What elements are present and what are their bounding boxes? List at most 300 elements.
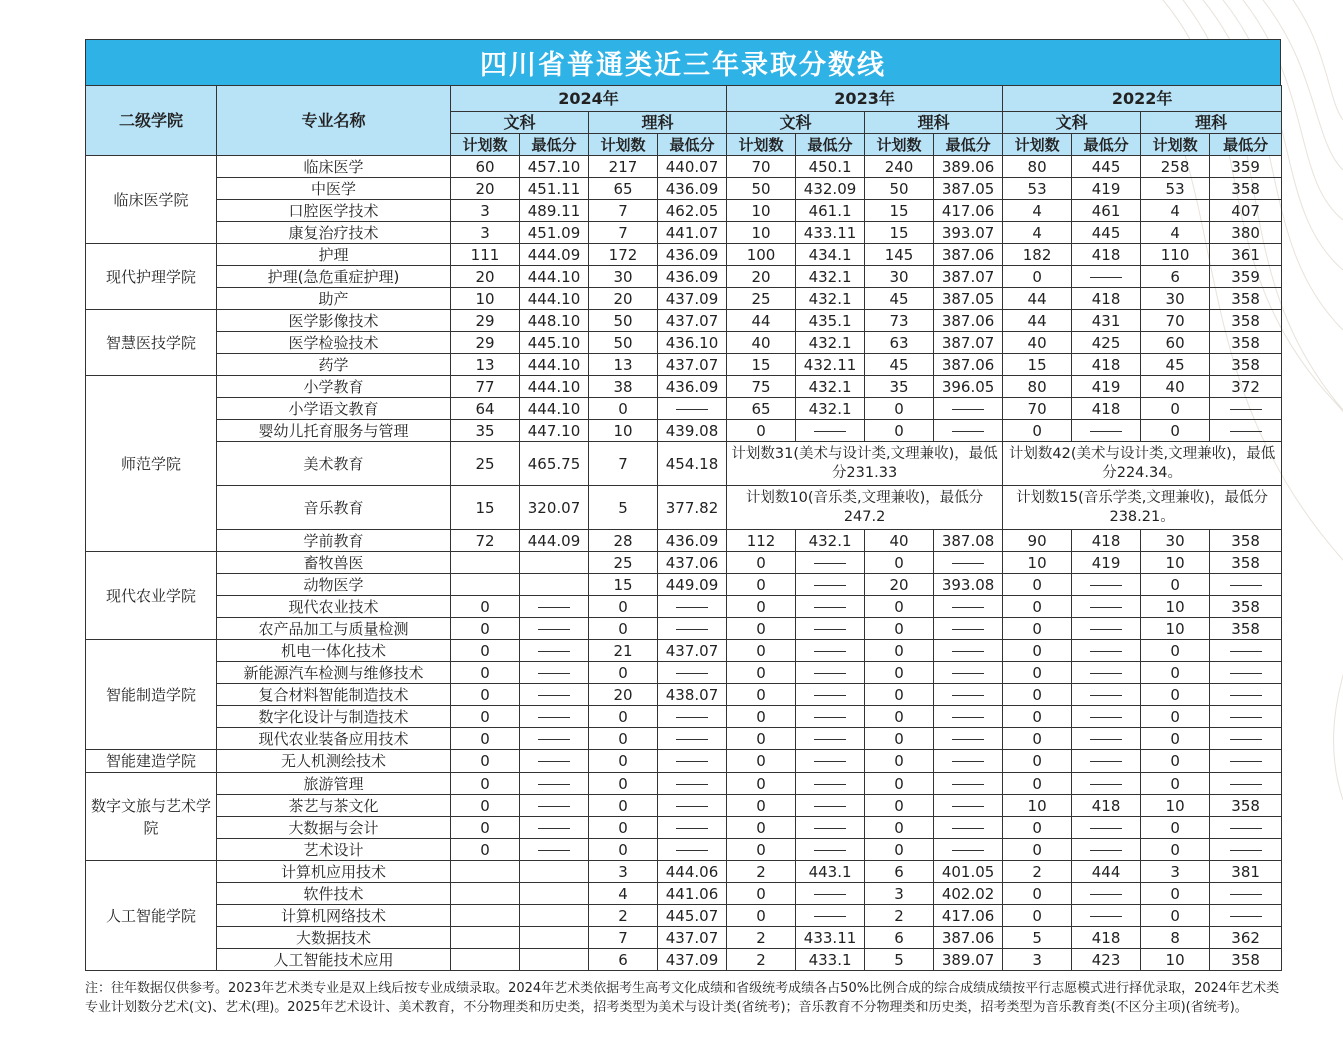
min-score-cell xyxy=(520,883,589,905)
min-score-cell xyxy=(520,905,589,927)
major-cell: 医学检验技术 xyxy=(217,332,451,354)
plan-count-cell: 0 xyxy=(589,839,658,861)
min-score-cell: 417.06 xyxy=(934,200,1003,222)
plan-count-cell: 15 xyxy=(727,354,796,376)
no-data-dash xyxy=(1090,651,1122,652)
min-score-cell xyxy=(520,574,589,596)
min-score-cell xyxy=(934,795,1003,817)
min-score-cell: 359 xyxy=(1210,266,1282,288)
plan-count-cell: 21 xyxy=(589,640,658,662)
plan-count-cell: 25 xyxy=(727,288,796,310)
min-score-cell: 358 xyxy=(1210,310,1282,332)
min-score-cell: 358 xyxy=(1210,596,1282,618)
plan-count-cell: 80 xyxy=(1003,156,1072,178)
plan-count-cell: 2 xyxy=(727,927,796,949)
plan-count-cell: 13 xyxy=(589,354,658,376)
no-data-dash xyxy=(814,431,846,432)
min-score-cell: 444.06 xyxy=(658,861,727,883)
plan-count-cell: 0 xyxy=(865,750,934,773)
no-data-dash xyxy=(1090,894,1122,895)
min-score-cell xyxy=(1072,773,1141,795)
min-score-cell xyxy=(520,706,589,728)
merged-note-2023: 计划数10(音乐类,文理兼收)，最低分247.2 xyxy=(727,486,1003,530)
plan-count-cell: 15 xyxy=(1003,354,1072,376)
no-data-dash xyxy=(952,651,984,652)
no-data-dash xyxy=(538,629,570,630)
min-score-cell: 423 xyxy=(1072,949,1141,971)
min-score-cell: 418 xyxy=(1072,927,1141,949)
min-score-cell: 445 xyxy=(1072,156,1141,178)
plan-count-cell xyxy=(451,552,520,574)
min-score-cell: 432.1 xyxy=(796,332,865,354)
min-score-cell: 437.09 xyxy=(658,288,727,310)
no-data-dash xyxy=(1090,629,1122,630)
plan-count-cell: 100 xyxy=(727,244,796,266)
plan-count-cell: 6 xyxy=(589,949,658,971)
plan-count-cell: 73 xyxy=(865,310,934,332)
min-score-cell: 441.06 xyxy=(658,883,727,905)
min-score-cell xyxy=(934,398,1003,420)
plan-count-cell: 10 xyxy=(1003,795,1072,817)
min-score-cell xyxy=(520,618,589,640)
no-data-dash xyxy=(952,607,984,608)
no-data-dash xyxy=(538,828,570,829)
min-score-cell: 451.09 xyxy=(520,222,589,244)
plan-count-cell: 29 xyxy=(451,310,520,332)
plan-count-cell: 0 xyxy=(865,795,934,817)
plan-count-cell: 77 xyxy=(451,376,520,398)
no-data-dash xyxy=(676,761,708,762)
plan-count-cell: 0 xyxy=(1003,905,1072,927)
min-score-cell xyxy=(520,596,589,618)
min-score-cell xyxy=(1210,839,1282,861)
plan-count-cell: 7 xyxy=(589,927,658,949)
min-score-cell: 393.07 xyxy=(934,222,1003,244)
plan-count-cell: 0 xyxy=(865,398,934,420)
table-row xyxy=(86,222,1282,244)
plan-count-cell xyxy=(451,861,520,883)
admission-table-container xyxy=(85,39,1281,1017)
college-cell: 数字文旅与艺术学院 xyxy=(86,773,217,861)
min-score-cell: 432.1 xyxy=(796,376,865,398)
no-data-dash xyxy=(1230,828,1262,829)
header-major: 专业名称 xyxy=(217,86,451,156)
min-score-cell xyxy=(520,861,589,883)
plan-count-cell: 0 xyxy=(727,883,796,905)
table-row xyxy=(86,861,1282,883)
min-score-cell xyxy=(796,706,865,728)
header-track-science: 理科 xyxy=(589,112,727,134)
min-score-cell: 444.10 xyxy=(520,266,589,288)
min-score-cell xyxy=(658,773,727,795)
min-score-cell: 387.06 xyxy=(934,244,1003,266)
no-data-dash xyxy=(814,585,846,586)
table-row xyxy=(86,530,1282,552)
no-data-dash xyxy=(1090,828,1122,829)
plan-count-cell: 6 xyxy=(865,927,934,949)
min-score-cell xyxy=(658,398,727,420)
min-score-cell: 445.07 xyxy=(658,905,727,927)
min-score-cell: 418 xyxy=(1072,530,1141,552)
table-row xyxy=(86,839,1282,861)
plan-count-cell: 145 xyxy=(865,244,934,266)
table-row xyxy=(86,949,1282,971)
no-data-dash xyxy=(1230,850,1262,851)
min-score-cell xyxy=(934,817,1003,839)
min-score-cell xyxy=(658,839,727,861)
major-cell: 大数据技术 xyxy=(217,927,451,949)
table-row xyxy=(86,795,1282,817)
plan-count-cell: 6 xyxy=(1141,266,1210,288)
no-data-dash xyxy=(1230,695,1262,696)
plan-count-cell: 0 xyxy=(1003,706,1072,728)
plan-count-cell: 7 xyxy=(589,442,658,486)
plan-count-cell: 0 xyxy=(1003,728,1072,750)
header-track-science: 理科 xyxy=(865,112,1003,134)
min-score-cell: 437.06 xyxy=(658,552,727,574)
min-score-cell: 436.09 xyxy=(658,178,727,200)
plan-count-cell: 30 xyxy=(589,266,658,288)
college-cell: 智能建造学院 xyxy=(86,750,217,773)
plan-count-cell: 0 xyxy=(865,618,934,640)
min-score-cell: 437.07 xyxy=(658,310,727,332)
plan-count-cell: 25 xyxy=(451,442,520,486)
plan-count-cell: 0 xyxy=(865,420,934,442)
no-data-dash xyxy=(1090,739,1122,740)
plan-count-cell: 80 xyxy=(1003,376,1072,398)
plan-count-cell: 0 xyxy=(1003,420,1072,442)
no-data-dash xyxy=(676,409,708,410)
min-score-cell: 358 xyxy=(1210,618,1282,640)
table-row xyxy=(86,728,1282,750)
min-score-cell: 418 xyxy=(1072,288,1141,310)
min-score-cell: 389.06 xyxy=(934,156,1003,178)
plan-count-cell: 0 xyxy=(451,662,520,684)
min-score-cell xyxy=(934,640,1003,662)
table-row xyxy=(86,596,1282,618)
plan-count-cell: 0 xyxy=(865,640,934,662)
major-cell: 康复治疗技术 xyxy=(217,222,451,244)
plan-count-cell: 72 xyxy=(451,530,520,552)
plan-count-cell: 112 xyxy=(727,530,796,552)
header-plan-count: 计划数 xyxy=(451,134,520,156)
min-score-cell: 443.1 xyxy=(796,861,865,883)
min-score-cell: 489.11 xyxy=(520,200,589,222)
table-row xyxy=(86,420,1282,442)
major-cell: 机电一体化技术 xyxy=(217,640,451,662)
min-score-cell: 359 xyxy=(1210,156,1282,178)
min-score-cell: 448.10 xyxy=(520,310,589,332)
min-score-cell xyxy=(520,552,589,574)
no-data-dash xyxy=(814,673,846,674)
min-score-cell xyxy=(934,552,1003,574)
plan-count-cell: 0 xyxy=(865,552,934,574)
min-score-cell: 432.1 xyxy=(796,398,865,420)
no-data-dash xyxy=(676,806,708,807)
major-cell: 现代农业技术 xyxy=(217,596,451,618)
min-score-cell: 437.07 xyxy=(658,640,727,662)
college-cell: 现代农业学院 xyxy=(86,552,217,640)
min-score-cell: 439.08 xyxy=(658,420,727,442)
no-data-dash xyxy=(952,739,984,740)
major-cell: 艺术设计 xyxy=(217,839,451,861)
plan-count-cell: 0 xyxy=(727,750,796,773)
no-data-dash xyxy=(1090,784,1122,785)
min-score-cell: 387.06 xyxy=(934,927,1003,949)
min-score-cell: 418 xyxy=(1072,244,1141,266)
plan-count-cell: 0 xyxy=(589,795,658,817)
min-score-cell xyxy=(796,574,865,596)
major-cell: 数字化设计与制造技术 xyxy=(217,706,451,728)
plan-count-cell: 0 xyxy=(451,839,520,861)
min-score-cell: 358 xyxy=(1210,354,1282,376)
plan-count-cell: 0 xyxy=(1141,817,1210,839)
no-data-dash xyxy=(952,431,984,432)
plan-count-cell: 45 xyxy=(865,288,934,310)
plan-count-cell: 3 xyxy=(451,200,520,222)
table-row xyxy=(86,354,1282,376)
plan-count-cell: 3 xyxy=(451,222,520,244)
plan-count-cell: 40 xyxy=(727,332,796,354)
no-data-dash xyxy=(1090,673,1122,674)
min-score-cell xyxy=(934,750,1003,773)
plan-count-cell: 53 xyxy=(1141,178,1210,200)
plan-count-cell: 0 xyxy=(1141,640,1210,662)
no-data-dash xyxy=(1230,761,1262,762)
no-data-dash xyxy=(814,717,846,718)
plan-count-cell: 10 xyxy=(727,200,796,222)
plan-count-cell: 0 xyxy=(1003,574,1072,596)
min-score-cell: 358 xyxy=(1210,288,1282,310)
min-score-cell xyxy=(796,728,865,750)
table-row xyxy=(86,200,1282,222)
no-data-dash xyxy=(1230,585,1262,586)
plan-count-cell: 0 xyxy=(1141,750,1210,773)
min-score-cell xyxy=(658,795,727,817)
min-score-cell xyxy=(796,795,865,817)
no-data-dash xyxy=(1090,850,1122,851)
plan-count-cell: 5 xyxy=(865,949,934,971)
min-score-cell xyxy=(796,618,865,640)
min-score-cell xyxy=(1210,905,1282,927)
plan-count-cell: 20 xyxy=(865,574,934,596)
plan-count-cell: 258 xyxy=(1141,156,1210,178)
min-score-cell: 358 xyxy=(1210,949,1282,971)
plan-count-cell: 0 xyxy=(1141,773,1210,795)
header-college: 二级学院 xyxy=(86,86,217,156)
header-track-science: 理科 xyxy=(1141,112,1282,134)
plan-count-cell: 0 xyxy=(1003,640,1072,662)
min-score-cell xyxy=(658,728,727,750)
min-score-cell: 387.07 xyxy=(934,266,1003,288)
plan-count-cell: 0 xyxy=(1141,420,1210,442)
no-data-dash xyxy=(538,607,570,608)
min-score-cell: 434.1 xyxy=(796,244,865,266)
min-score-cell xyxy=(796,773,865,795)
min-score-cell: 444.10 xyxy=(520,398,589,420)
major-cell: 人工智能技术应用 xyxy=(217,949,451,971)
plan-count-cell: 50 xyxy=(727,178,796,200)
no-data-dash xyxy=(538,761,570,762)
min-score-cell xyxy=(520,640,589,662)
plan-count-cell: 0 xyxy=(1003,817,1072,839)
plan-count-cell: 0 xyxy=(865,728,934,750)
plan-count-cell: 50 xyxy=(865,178,934,200)
plan-count-cell: 20 xyxy=(589,684,658,706)
plan-count-cell: 2 xyxy=(727,949,796,971)
min-score-cell: 387.06 xyxy=(934,310,1003,332)
min-score-cell xyxy=(1210,728,1282,750)
min-score-cell: 444.09 xyxy=(520,244,589,266)
merged-note-2022: 计划数15(音乐学类,文理兼收)，最低分238.21。 xyxy=(1003,486,1282,530)
min-score-cell xyxy=(796,420,865,442)
min-score-cell xyxy=(796,905,865,927)
min-score-cell: 358 xyxy=(1210,795,1282,817)
plan-count-cell: 20 xyxy=(727,266,796,288)
no-data-dash xyxy=(1090,761,1122,762)
footnote: 注：往年数据仅供参考。2023年艺术类专业是双上线后按专业成绩录取。2024年艺术类依据考生高考文化成绩和省级统考成绩各占50%比例合成的综合成绩成绩按平行志愿模式进行择优录取，2024年艺术类专业计划数分艺术(文)、艺术(理)。2025年艺术设计、美术教育，不分物理类和历史类，招考类型为美术与设计类(省统考)；音乐教育不分物理类和历史类，招考类型为音乐教育类(不区分主项)(省统考)。 xyxy=(85,981,1280,1015)
header-plan-count: 计划数 xyxy=(1003,134,1072,156)
plan-count-cell: 0 xyxy=(451,684,520,706)
min-score-cell: 435.1 xyxy=(796,310,865,332)
table-row xyxy=(86,883,1282,905)
plan-count-cell: 4 xyxy=(1003,200,1072,222)
min-score-cell: 358 xyxy=(1210,332,1282,354)
plan-count-cell: 0 xyxy=(727,773,796,795)
min-score-cell: 418 xyxy=(1072,354,1141,376)
plan-count-cell: 0 xyxy=(727,728,796,750)
plan-count-cell: 0 xyxy=(451,706,520,728)
plan-count-cell: 60 xyxy=(1141,332,1210,354)
min-score-cell xyxy=(1072,750,1141,773)
no-data-dash xyxy=(814,761,846,762)
min-score-cell: 396.05 xyxy=(934,376,1003,398)
min-score-cell xyxy=(1072,684,1141,706)
min-score-cell: 462.05 xyxy=(658,200,727,222)
table-row xyxy=(86,817,1282,839)
min-score-cell: 320.07 xyxy=(520,486,589,530)
table-row xyxy=(86,332,1282,354)
plan-count-cell: 15 xyxy=(451,486,520,530)
table-row xyxy=(86,156,1282,178)
major-cell: 现代农业装备应用技术 xyxy=(217,728,451,750)
plan-count-cell: 0 xyxy=(589,773,658,795)
no-data-dash xyxy=(538,739,570,740)
plan-count-cell: 0 xyxy=(727,420,796,442)
plan-count-cell xyxy=(451,574,520,596)
min-score-cell xyxy=(796,817,865,839)
plan-count-cell: 0 xyxy=(1141,883,1210,905)
min-score-cell: 432.1 xyxy=(796,288,865,310)
plan-count-cell: 0 xyxy=(1003,883,1072,905)
min-score-cell xyxy=(934,662,1003,684)
plan-count-cell: 45 xyxy=(865,354,934,376)
min-score-cell xyxy=(520,795,589,817)
no-data-dash xyxy=(814,629,846,630)
min-score-cell: 419 xyxy=(1072,178,1141,200)
plan-count-cell: 28 xyxy=(589,530,658,552)
min-score-cell: 358 xyxy=(1210,552,1282,574)
plan-count-cell: 0 xyxy=(727,905,796,927)
min-score-cell xyxy=(1072,905,1141,927)
min-score-cell xyxy=(796,839,865,861)
table-row xyxy=(86,266,1282,288)
plan-count-cell: 3 xyxy=(1003,949,1072,971)
plan-count-cell: 0 xyxy=(727,795,796,817)
no-data-dash xyxy=(1230,431,1262,432)
plan-count-cell: 4 xyxy=(1141,222,1210,244)
plan-count-cell: 0 xyxy=(589,817,658,839)
plan-count-cell: 0 xyxy=(1003,662,1072,684)
plan-count-cell: 29 xyxy=(451,332,520,354)
min-score-cell xyxy=(934,773,1003,795)
min-score-cell: 418 xyxy=(1072,795,1141,817)
plan-count-cell: 0 xyxy=(451,817,520,839)
plan-count-cell: 60 xyxy=(451,156,520,178)
min-score-cell xyxy=(520,728,589,750)
major-cell: 农产品加工与质量检测 xyxy=(217,618,451,640)
plan-count-cell: 50 xyxy=(589,332,658,354)
table-row xyxy=(86,773,1282,795)
table-row xyxy=(86,684,1282,706)
major-cell: 护理(急危重症护理) xyxy=(217,266,451,288)
major-cell: 临床医学 xyxy=(217,156,451,178)
plan-count-cell: 0 xyxy=(1141,706,1210,728)
min-score-cell: 358 xyxy=(1210,178,1282,200)
min-score-cell: 417.06 xyxy=(934,905,1003,927)
plan-count-cell: 70 xyxy=(1141,310,1210,332)
min-score-cell xyxy=(1072,883,1141,905)
min-score-cell: 377.82 xyxy=(658,486,727,530)
min-score-cell xyxy=(520,773,589,795)
min-score-cell: 461 xyxy=(1072,200,1141,222)
plan-count-cell: 0 xyxy=(865,773,934,795)
plan-count-cell: 30 xyxy=(865,266,934,288)
plan-count-cell: 0 xyxy=(451,596,520,618)
min-score-cell xyxy=(796,662,865,684)
min-score-cell: 402.02 xyxy=(934,883,1003,905)
no-data-dash xyxy=(814,806,846,807)
min-score-cell: 432.09 xyxy=(796,178,865,200)
plan-count-cell: 30 xyxy=(1141,530,1210,552)
plan-count-cell: 0 xyxy=(865,706,934,728)
plan-count-cell: 10 xyxy=(1141,795,1210,817)
min-score-cell: 358 xyxy=(1210,530,1282,552)
min-score-cell: 419 xyxy=(1072,552,1141,574)
min-score-cell xyxy=(1210,706,1282,728)
min-score-cell xyxy=(1210,883,1282,905)
min-score-cell xyxy=(1210,574,1282,596)
table-row xyxy=(86,574,1282,596)
admission-score-table xyxy=(85,85,1282,971)
no-data-dash xyxy=(1090,916,1122,917)
header-min-score: 最低分 xyxy=(520,134,589,156)
plan-count-cell: 0 xyxy=(451,728,520,750)
min-score-cell xyxy=(1072,817,1141,839)
college-cell: 人工智能学院 xyxy=(86,861,217,971)
min-score-cell: 433.1 xyxy=(796,949,865,971)
no-data-dash xyxy=(1090,717,1122,718)
plan-count-cell xyxy=(451,905,520,927)
min-score-cell xyxy=(1210,420,1282,442)
plan-count-cell: 20 xyxy=(589,288,658,310)
min-score-cell xyxy=(1210,773,1282,795)
plan-count-cell: 10 xyxy=(451,288,520,310)
min-score-cell xyxy=(934,706,1003,728)
no-data-dash xyxy=(538,651,570,652)
min-score-cell xyxy=(1072,728,1141,750)
min-score-cell: 457.10 xyxy=(520,156,589,178)
